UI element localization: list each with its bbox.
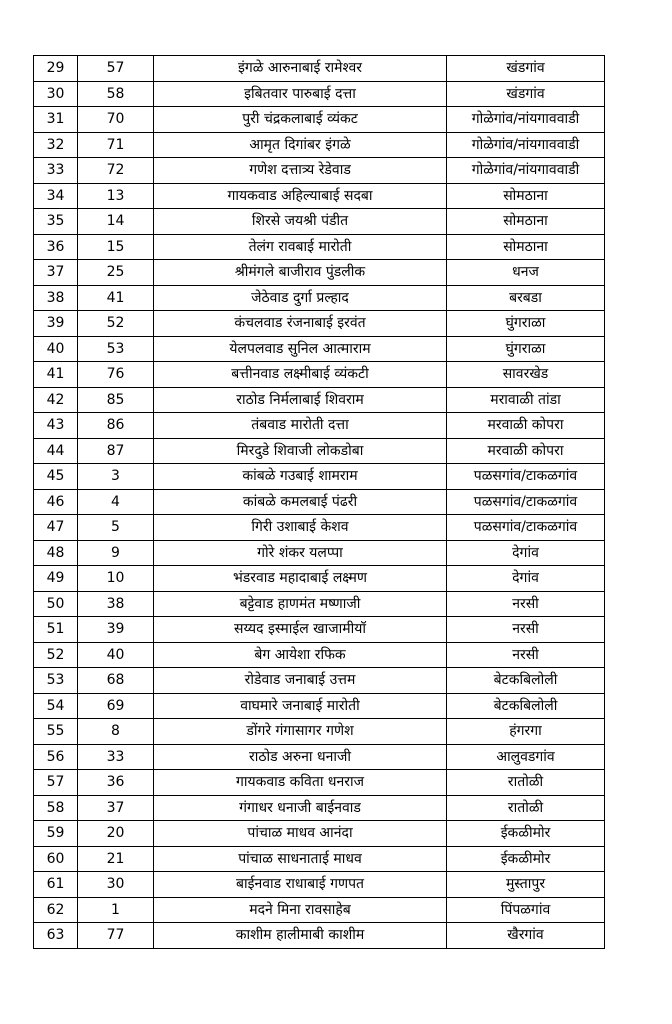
table-row (34, 132, 605, 158)
village-cell: सोमठाना (447, 183, 605, 209)
serial-number-cell: 32 (34, 132, 78, 158)
village-cell: गोळेगांव/नांयगाववाडी (447, 158, 605, 184)
beneficiary-name-cell: येलपलवाड सुनिल आत्माराम (154, 336, 447, 362)
beneficiary-name-cell: जेठेवाड दुर्गा प्रल्हाद (154, 285, 447, 311)
village-cell: नरसी (447, 591, 605, 617)
beneficiary-name-cell: तेलंग रावबाई मारोती (154, 234, 447, 260)
beneficiary-name-cell: काशीम हालीमाबी काशीम (154, 923, 447, 949)
beneficiary-name-cell: वाघमारे जनाबाई मारोती (154, 693, 447, 719)
village-cell: खंडगांव (447, 56, 605, 82)
table-row (34, 438, 605, 464)
beneficiary-name-cell: मदने मिना रावसाहेब (154, 897, 447, 923)
table-row (34, 566, 605, 592)
village-cell: बेटकबिलोली (447, 693, 605, 719)
table-row (34, 642, 605, 668)
table-row (34, 719, 605, 745)
entry-number-cell: 3 (78, 464, 154, 490)
entry-number-cell: 53 (78, 336, 154, 362)
table-row (34, 56, 605, 82)
entry-number-cell: 72 (78, 158, 154, 184)
table-row (34, 158, 605, 184)
beneficiary-name-cell: राठोड निर्मलाबाई शिवराम (154, 387, 447, 413)
beneficiary-name-cell: गणेश दत्तात्र्य रेडेवाड (154, 158, 447, 184)
table-row (34, 617, 605, 643)
serial-number-cell: 61 (34, 872, 78, 898)
table-row (34, 821, 605, 847)
entry-number-cell: 1 (78, 897, 154, 923)
village-cell: बरबडा (447, 285, 605, 311)
village-cell: सोमठाना (447, 209, 605, 235)
village-cell: नरसी (447, 642, 605, 668)
table-row (34, 362, 605, 388)
table-row (34, 770, 605, 796)
village-cell: रातोळी (447, 770, 605, 796)
serial-number-cell: 48 (34, 540, 78, 566)
table-row (34, 336, 605, 362)
serial-number-cell: 45 (34, 464, 78, 490)
village-cell: बेटकबिलोली (447, 668, 605, 694)
entry-number-cell: 57 (78, 56, 154, 82)
entry-number-cell: 40 (78, 642, 154, 668)
village-cell: मरवाळी कोपरा (447, 413, 605, 439)
village-cell: ईकळीमोर (447, 821, 605, 847)
village-cell: पळसगांव/टाकळगांव (447, 464, 605, 490)
entry-number-cell: 39 (78, 617, 154, 643)
table-row (34, 744, 605, 770)
table-row (34, 591, 605, 617)
beneficiary-name-cell: रोडेवाड जनाबाई उत्तम (154, 668, 447, 694)
beneficiary-name-cell: गिरी उशाबाई केशव (154, 515, 447, 541)
serial-number-cell: 37 (34, 260, 78, 286)
serial-number-cell: 30 (34, 81, 78, 107)
entry-number-cell: 85 (78, 387, 154, 413)
entry-number-cell: 58 (78, 81, 154, 107)
beneficiary-name-cell: राठोड अरुना धनाजी (154, 744, 447, 770)
table-row (34, 668, 605, 694)
serial-number-cell: 53 (34, 668, 78, 694)
beneficiary-name-cell: इबितवार पारुबाई दत्ता (154, 81, 447, 107)
beneficiary-name-cell: श्रीमंगले बाजीराव पुंडलीक (154, 260, 447, 286)
serial-number-cell: 47 (34, 515, 78, 541)
beneficiary-name-cell: पुरी चंद्रकलाबाई व्यंकट (154, 107, 447, 133)
beneficiary-name-cell: कंचलवाड रंजनाबाई इरवंत (154, 311, 447, 337)
beneficiary-name-cell: पांचाळ माधव आनंदा (154, 821, 447, 847)
table-row (34, 540, 605, 566)
serial-number-cell: 39 (34, 311, 78, 337)
beneficiary-name-cell: कांबळे गउबाई शामराम (154, 464, 447, 490)
entry-number-cell: 13 (78, 183, 154, 209)
beneficiary-name-cell: गोरे शंकर यलप्पा (154, 540, 447, 566)
table-row (34, 234, 605, 260)
entry-number-cell: 37 (78, 795, 154, 821)
village-cell: घुंगराळा (447, 311, 605, 337)
serial-number-cell: 43 (34, 413, 78, 439)
serial-number-cell: 50 (34, 591, 78, 617)
beneficiary-name-cell: गायकवाड अहिल्याबाई सदबा (154, 183, 447, 209)
beneficiary-name-cell: शिरसे जयश्री पंडीत (154, 209, 447, 235)
beneficiary-name-cell: इंगळे आरुनाबाई रामेश्वर (154, 56, 447, 82)
table-row (34, 209, 605, 235)
beneficiary-name-cell: बत्तीनवाड लक्ष्मीबाई व्यंकटी (154, 362, 447, 388)
serial-number-cell: 46 (34, 489, 78, 515)
entry-number-cell: 5 (78, 515, 154, 541)
village-cell: देगांव (447, 540, 605, 566)
entry-number-cell: 68 (78, 668, 154, 694)
village-cell: गोळेगांव/नांयगाववाडी (447, 132, 605, 158)
serial-number-cell: 55 (34, 719, 78, 745)
table-row (34, 923, 605, 949)
serial-number-cell: 59 (34, 821, 78, 847)
entry-number-cell: 9 (78, 540, 154, 566)
table-row (34, 387, 605, 413)
table-row (34, 413, 605, 439)
serial-number-cell: 49 (34, 566, 78, 592)
serial-number-cell: 35 (34, 209, 78, 235)
entry-number-cell: 77 (78, 923, 154, 949)
entry-number-cell: 76 (78, 362, 154, 388)
table-row (34, 464, 605, 490)
serial-number-cell: 60 (34, 846, 78, 872)
serial-number-cell: 51 (34, 617, 78, 643)
village-cell: आलुवडगांव (447, 744, 605, 770)
village-cell: पिंपळगांव (447, 897, 605, 923)
village-cell: पळसगांव/टाकळगांव (447, 489, 605, 515)
village-cell: पळसगांव/टाकळगांव (447, 515, 605, 541)
beneficiary-name-cell: तंबवाड मारोती दत्ता (154, 413, 447, 439)
serial-number-cell: 40 (34, 336, 78, 362)
village-cell: सावरखेड (447, 362, 605, 388)
table-body (34, 56, 605, 949)
beneficiary-name-cell: डोंगरे गंगासागर गणेश (154, 719, 447, 745)
village-cell: ईकळीमोर (447, 846, 605, 872)
serial-number-cell: 58 (34, 795, 78, 821)
serial-number-cell: 36 (34, 234, 78, 260)
entry-number-cell: 86 (78, 413, 154, 439)
village-cell: गोळेगांव/नांयगाववाडी (447, 107, 605, 133)
beneficiary-name-cell: आमृत दिगांबर इंगळे (154, 132, 447, 158)
beneficiary-name-cell: बाईनवाड राधाबाई गणपत (154, 872, 447, 898)
beneficiary-name-cell: भंडरवाड महादाबाई लक्ष्मण (154, 566, 447, 592)
table-row (34, 285, 605, 311)
serial-number-cell: 29 (34, 56, 78, 82)
serial-number-cell: 34 (34, 183, 78, 209)
village-cell: घुंगराळा (447, 336, 605, 362)
beneficiary-name-cell: कांबळे कमलबाई पंढरी (154, 489, 447, 515)
table-row (34, 107, 605, 133)
serial-number-cell: 44 (34, 438, 78, 464)
village-cell: देगांव (447, 566, 605, 592)
table-row (34, 872, 605, 898)
village-cell: खैरगांव (447, 923, 605, 949)
entry-number-cell: 20 (78, 821, 154, 847)
beneficiary-name-cell: बेग आयेशा रफिक (154, 642, 447, 668)
table-row (34, 260, 605, 286)
beneficiary-name-cell: मिरदुडे शिवाजी लोकडोबा (154, 438, 447, 464)
serial-number-cell: 56 (34, 744, 78, 770)
serial-number-cell: 52 (34, 642, 78, 668)
entry-number-cell: 70 (78, 107, 154, 133)
beneficiary-name-cell: बट्टेवाड हाणमंत मष्णाजी (154, 591, 447, 617)
table-row (34, 311, 605, 337)
beneficiary-table (33, 55, 605, 949)
entry-number-cell: 10 (78, 566, 154, 592)
entry-number-cell: 30 (78, 872, 154, 898)
table-row (34, 897, 605, 923)
entry-number-cell: 71 (78, 132, 154, 158)
serial-number-cell: 41 (34, 362, 78, 388)
serial-number-cell: 33 (34, 158, 78, 184)
table-row (34, 183, 605, 209)
village-cell: मरवाळी कोपरा (447, 438, 605, 464)
table-row (34, 846, 605, 872)
entry-number-cell: 21 (78, 846, 154, 872)
village-cell: सोमठाना (447, 234, 605, 260)
beneficiary-name-cell: गंगाधर धनाजी बाईनवाड (154, 795, 447, 821)
serial-number-cell: 54 (34, 693, 78, 719)
entry-number-cell: 25 (78, 260, 154, 286)
table-row (34, 81, 605, 107)
entry-number-cell: 36 (78, 770, 154, 796)
village-cell: मरावाळी तांडा (447, 387, 605, 413)
entry-number-cell: 38 (78, 591, 154, 617)
village-cell: हंगरगा (447, 719, 605, 745)
serial-number-cell: 57 (34, 770, 78, 796)
serial-number-cell: 42 (34, 387, 78, 413)
village-cell: मुस्तापुर (447, 872, 605, 898)
village-cell: रातोळी (447, 795, 605, 821)
entry-number-cell: 33 (78, 744, 154, 770)
entry-number-cell: 14 (78, 209, 154, 235)
entry-number-cell: 69 (78, 693, 154, 719)
table-row (34, 489, 605, 515)
entry-number-cell: 4 (78, 489, 154, 515)
beneficiary-name-cell: सय्यद इस्माईल खाजामीयॉ (154, 617, 447, 643)
serial-number-cell: 62 (34, 897, 78, 923)
beneficiary-name-cell: गायकवाड कविता धनराज (154, 770, 447, 796)
village-cell: नरसी (447, 617, 605, 643)
beneficiary-name-cell: पांचाळ साधनाताई माधव (154, 846, 447, 872)
table-row (34, 515, 605, 541)
serial-number-cell: 31 (34, 107, 78, 133)
entry-number-cell: 52 (78, 311, 154, 337)
entry-number-cell: 8 (78, 719, 154, 745)
serial-number-cell: 63 (34, 923, 78, 949)
entry-number-cell: 41 (78, 285, 154, 311)
entry-number-cell: 15 (78, 234, 154, 260)
table-row (34, 693, 605, 719)
village-cell: खंडगांव (447, 81, 605, 107)
table-row (34, 795, 605, 821)
serial-number-cell: 38 (34, 285, 78, 311)
entry-number-cell: 87 (78, 438, 154, 464)
village-cell: धनज (447, 260, 605, 286)
